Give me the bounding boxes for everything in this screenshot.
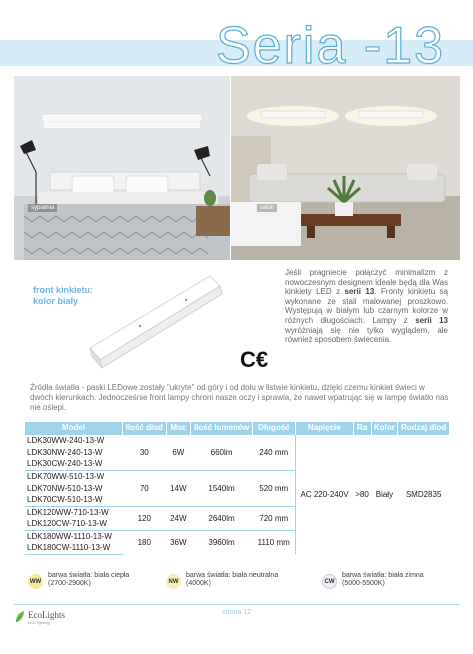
logo-subtext: LED lighting [28, 620, 50, 625]
living-room-label: salon [257, 204, 277, 212]
model-cell: LDK70WW-510-13-W [25, 470, 123, 482]
cw-legend [342, 572, 424, 588]
length-cell: 1110 mm [252, 530, 295, 554]
ww-badge-icon: WW [28, 574, 43, 589]
description-part1: Jeśli pragniecie połączyć minimalizm z nowoczesnym designem ideale będą dla Was kinkiety LED z [285, 268, 448, 297]
diodes-cell: 120 [123, 506, 166, 530]
cw-legend-line2: (5000-5500K) [342, 580, 385, 587]
model-cell: LDK180WW-1110-13-W [25, 530, 123, 542]
col-power: Moc [166, 422, 191, 434]
living-room-photo [231, 76, 460, 260]
col-color: Kolor [371, 422, 398, 434]
footer-divider [14, 604, 460, 605]
nw-legend-line1: barwa światła: biała neutralna [186, 572, 279, 579]
product-image [60, 268, 225, 380]
voltage-cell: AC 220-240V [296, 434, 354, 554]
power-cell: 14W [166, 470, 191, 506]
light-source-text: Źródła światła - paski LEDowe zostały "ukryte" od góry i od dołu w listwie kinkietu, dzięki czemu kinkiet świeci w dwóch kierunkach. Jednocześnie front lampy chroni nasze oczy i sprawia, że nawet wpatrując się w lampę światło nas nie oślepi. [30, 383, 449, 412]
power-cell: 36W [166, 530, 191, 554]
cw-badge-icon: CW [322, 574, 337, 589]
model-cell: LDK120CW-710-13-W [27, 519, 107, 529]
description-series-2: serii 13 [415, 315, 449, 325]
ww-legend-line1: barwa światła: biała ciepła [48, 572, 130, 579]
length-cell: 720 mm [252, 506, 295, 530]
lumens-cell: 1540lm [191, 470, 253, 506]
model-cell: LDK120WW-710-13-W [25, 506, 123, 518]
bedroom-label: sypialnia [28, 204, 57, 212]
model-cell: LDK30CW-240-13-W [27, 459, 103, 469]
cw-legend-line1: barwa światła: biała zimna [342, 572, 424, 579]
model-cell: LDK180CW-1110-13-W [25, 542, 123, 554]
lumens-cell: 3960lm [191, 530, 253, 554]
logo-text: EcoLights [28, 610, 65, 620]
col-length: Długość [252, 422, 295, 434]
wall-lamp-illustration [60, 268, 225, 380]
lumens-cell: 660lm [191, 434, 253, 470]
col-voltage: Napięcie [296, 422, 354, 434]
nw-legend [186, 572, 278, 588]
bedroom-photo [14, 76, 230, 260]
diodes-cell: 180 [123, 530, 166, 554]
nw-badge-icon: NW [166, 574, 181, 589]
power-cell: 24W [166, 506, 191, 530]
model-cell: LDK30WW-240-13-W [25, 434, 123, 446]
lumens-cell: 2640lm [191, 506, 253, 530]
col-model: Model [25, 422, 123, 434]
spec-header-row [25, 422, 450, 434]
length-cell: 240 mm [252, 434, 295, 470]
spec-table [25, 422, 450, 555]
page-number: strona 12 [221, 609, 252, 616]
ce-mark-icon: C€ [240, 347, 269, 372]
title-banner [0, 0, 473, 76]
page-title: Seria -13 [216, 17, 445, 75]
description-series-1: serii 13 [344, 287, 375, 297]
model-cell: LDK30NW-240-13-W [27, 447, 103, 457]
length-cell: 520 mm [252, 470, 295, 506]
col-ra: Ra [353, 422, 371, 434]
col-lumens: Ilość lumenów [191, 422, 253, 434]
front-label-line2: kolor biały [33, 296, 79, 306]
ww-legend-line2: (2700-2900K) [48, 580, 91, 587]
description-part2: . Fronty kinkietu są wykonane ze stali malowanej proszkowo. Występują w białym lub czarnym kolorze w różnych długościach. Lampy z [285, 287, 449, 325]
color-cell: Biały [371, 434, 398, 554]
description-part3: wyróżniają się nie tylko wyglądem, ale również sposobem świecenia. [285, 325, 448, 345]
front-label-line1: front kinkietu: [33, 285, 93, 295]
table-row [25, 434, 450, 446]
col-diode-type: Rodzaj diod [398, 422, 450, 434]
col-diodes: Ilość diod [123, 422, 166, 434]
living-room-illustration [231, 76, 460, 260]
bedroom-illustration [14, 76, 230, 260]
diodes-cell: 30 [123, 434, 166, 470]
power-cell: 6W [166, 434, 191, 470]
ww-legend [48, 572, 129, 588]
ra-cell: >80 [353, 434, 371, 554]
model-cell: LDK70CW-510-13-W [27, 495, 103, 505]
model-cell: LDK70NW-510-13-W [27, 483, 103, 493]
nw-legend-line2: (4000K) [186, 580, 211, 587]
diode-type-cell: SMD2835 [398, 434, 450, 554]
product-description [285, 268, 448, 345]
diodes-cell: 70 [123, 470, 166, 506]
